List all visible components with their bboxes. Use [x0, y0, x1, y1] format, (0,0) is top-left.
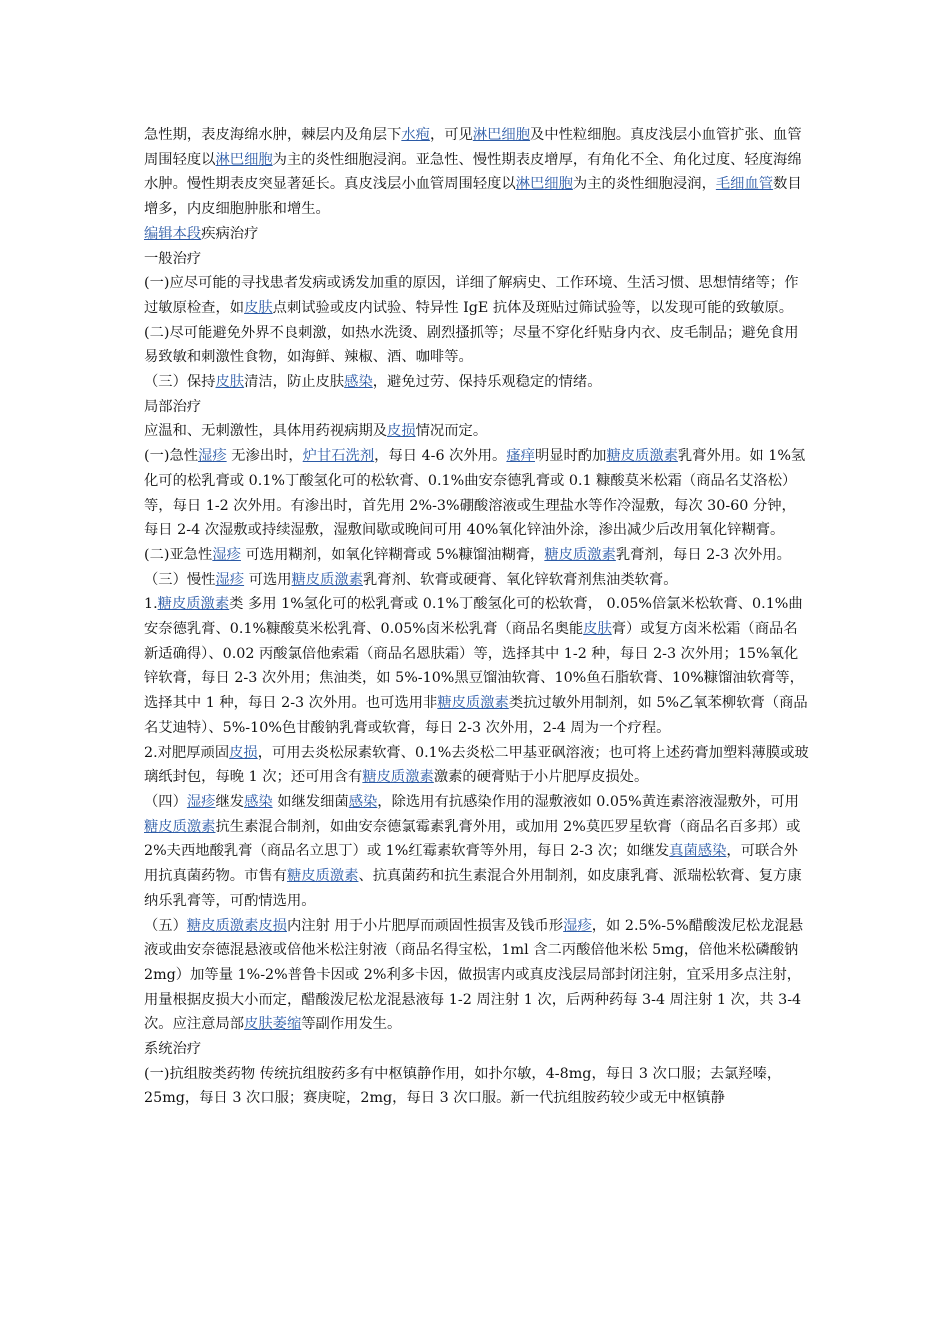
term-link[interactable]: 糖皮质激素 — [144, 818, 216, 835]
term-link[interactable]: 皮肤 — [244, 299, 273, 316]
paragraph-text: ，避免过劳、保持乐观稳定的情绪。 — [372, 374, 602, 391]
paragraph-text: 局部治疗 — [144, 398, 202, 415]
paragraph-text: （三）保持 — [144, 374, 216, 391]
term-link[interactable]: 湿疹 — [215, 571, 245, 588]
paragraph-text: 乳膏外用。如 1%氢化可的松乳膏或 0.1%丁酸氢化可的松软膏、0.1%曲安奈德乳膏或 0.1 糠酸莫米松霜（商品名艾洛松）等，每日 1-2 次外用。有渗出时，首先用 2%-3%硼酸溶液或生理盐水等作冷湿敷，每次 30-60 分钟，每日 2-4 次湿敷或持续湿敷，湿敷间歇或晚间可用 40%氧化锌油外涂，渗出减少后改用氧化锌糊膏。 — [144, 448, 806, 539]
paragraph — [144, 444, 809, 543]
paragraph — [144, 370, 809, 395]
paragraph-text: ，如 2.5%-5%醋酸泼尼松龙混悬液或曲安奈德混悬液或倍他米松注射液（商品名得宝松，1ml 含二丙酸倍他米松 5mg，倍他米松磷酸钠 2mg）加等量 1%-2%普鲁卡因或 2%利多卡因，做损害内或真皮浅层局部封闭注射，宜采用多点注射，用量根据皮损大小而定，醋酸泼尼松龙混悬液每 1-2 周注射 1 次，后两种药每 3-4 周注射 1 次，共 3-4 次。应注意局部 — [144, 917, 804, 1033]
paragraph — [144, 271, 809, 320]
paragraph-text: （四） — [144, 793, 187, 810]
term-link[interactable]: 水疱 — [401, 127, 430, 143]
paragraph-text: 2.对肥厚顽固 — [144, 744, 230, 761]
paragraph-text: 激素的硬膏贴于小片肥厚皮损处。 — [433, 769, 649, 786]
paragraph-text: 及中性粒细胞。真皮浅层小血管扩张、血管周围轻度以 — [144, 127, 802, 168]
paragraph-text: 为主的炎性细胞浸润， — [572, 176, 716, 193]
paragraph — [144, 395, 809, 420]
paragraph-text: 抗生素混合制剂，如曲安奈德氯霉素乳膏外用，或加用 2%莫匹罗星软膏（商品名百多邦）或 2%夫西地酸乳膏（商品名立思丁）或 1%红霉素软膏等外用，每日 2-3 次；如继发 — [144, 818, 801, 860]
term-link[interactable]: 皮肤萎缩 — [244, 1016, 302, 1033]
paragraph-text: (一)应尽可能的寻找患者发病或诱发加重的原因，详细了解病史、工作环境、生活习惯、思想情绪等；作过敏原检查，如 — [144, 275, 799, 316]
paragraph-text: 如继发细菌 — [272, 793, 349, 810]
term-link[interactable]: 瘙痒 — [506, 448, 535, 465]
paragraph-text: 明显时酌加 — [534, 448, 607, 465]
paragraph — [144, 741, 809, 790]
term-link[interactable]: 淋巴细胞 — [472, 127, 531, 143]
paragraph-text: （五） — [144, 917, 187, 934]
term-link[interactable]: 皮肤 — [215, 374, 245, 391]
paragraph-text: 数目增多，内皮细胞肿胀和增生。 — [144, 176, 802, 218]
paragraph-text: 应温和、无刺激性，具体用药视病期及 — [144, 423, 388, 440]
term-link[interactable]: 糖皮质激素 — [544, 546, 616, 563]
term-link[interactable]: 毛细血管 — [715, 176, 774, 193]
paragraph-text: 可选用糊剂，如氧化锌糊膏或 5%糠馏油糊膏， — [240, 546, 545, 563]
paragraph-text: 清洁，防止皮肤 — [244, 374, 345, 391]
term-link[interactable]: 淋巴细胞 — [515, 176, 573, 193]
term-link[interactable]: 糖皮质激素 — [606, 448, 678, 465]
paragraph — [144, 247, 809, 272]
paragraph-text: 、抗真菌药和抗生素混合外用制剂，如皮康乳膏、派瑞松软膏、复方康纳乐乳膏等，可酌情选用。 — [144, 868, 802, 909]
paragraph — [144, 222, 809, 247]
paragraph-text: 内注射 用于小片肥厚而顽固性损害及钱币形 — [286, 917, 564, 934]
paragraph-text: 点刺试验或皮内试验、特异性 IgE 抗体及斑贴过筛试验等，以发现可能的致敏原。 — [272, 299, 794, 316]
paragraph-text: ，可联合外用抗真菌药物。市售有 — [144, 843, 798, 885]
term-link[interactable]: 糖皮质激素皮损 — [186, 917, 287, 934]
paragraph-text: 无渗出时， — [226, 448, 303, 465]
paragraph-text: (一)急性 — [144, 448, 199, 465]
paragraph-text: 等副作用发生。 — [301, 1016, 402, 1033]
term-link[interactable]: 感染 — [344, 374, 373, 391]
paragraph-text: 一般治疗 — [144, 250, 202, 267]
term-link[interactable]: 糖皮质激素 — [157, 596, 230, 613]
paragraph-text: ，可见 — [429, 127, 473, 143]
term-link[interactable]: 感染 — [244, 793, 273, 810]
paragraph-text: 疾病治疗 — [201, 225, 259, 242]
term-link[interactable]: 皮肤 — [583, 621, 612, 638]
term-link[interactable]: 湿疹 — [212, 546, 241, 563]
term-link[interactable]: 湿疹 — [563, 917, 592, 934]
term-link[interactable]: 感染 — [348, 793, 378, 810]
paragraph — [144, 592, 809, 740]
paragraph-text: 膏）或复方卤米松霜（商品名新适确得）、0.02 丙酸氯倍他索霜（商品名恩肤霜）等，选择其中 1-2 种，每日 2-3 次外用；15%氧化锌软膏，每日 2-3 次外用；焦油类，如 5%-10%黑豆馏油软膏、10%鱼石脂软膏、10%糠馏油软膏等，选择其中 1 种，每日 2-3 次外用。也可选用非 — [144, 621, 804, 712]
term-link[interactable]: 糖皮质激素 — [291, 571, 363, 588]
paragraph-text: 乳膏剂、软膏或硬膏、氧化锌软膏剂焦油类软膏。 — [363, 571, 678, 588]
paragraph — [144, 321, 809, 370]
paragraph — [144, 123, 809, 222]
term-link[interactable]: 湿疹 — [186, 793, 216, 810]
paragraph-text: ，可用去炎松尿素软膏、0.1%去炎松二甲基亚砜溶液；也可将上述药膏加塑料薄膜或玻璃纸封包，每晚 1 次；还可用含有 — [144, 744, 809, 786]
paragraph-text: (二)亚急性 — [144, 546, 213, 563]
term-link[interactable]: 湿疹 — [198, 448, 227, 465]
paragraph-text: 乳膏剂，每日 2-3 次外用。 — [615, 546, 791, 563]
paragraph-text: 急性期，表皮海绵水肿，棘层内及角层下 — [144, 127, 402, 143]
term-link[interactable]: 炉甘石洗剂 — [302, 448, 375, 465]
paragraph — [144, 543, 809, 568]
document-body — [144, 123, 809, 1111]
term-link[interactable]: 糖皮质激素 — [362, 769, 434, 786]
term-link[interactable]: 糖皮质激素 — [437, 695, 509, 712]
term-link[interactable]: 糖皮质激素 — [286, 868, 359, 885]
paragraph-text: 1. — [144, 596, 158, 613]
paragraph — [144, 1062, 809, 1111]
paragraph — [144, 914, 809, 1038]
paragraph-text: 系统治疗 — [144, 1041, 202, 1058]
paragraph-text: 情况而定。 — [415, 423, 488, 440]
paragraph-text: ，每日 4-6 次外用。 — [374, 448, 507, 465]
paragraph-text: 类 多用 1%氢化可的松乳膏或 0.1%丁酸氢化可的松软膏， 0.05%倍氯米松软膏、0.1%曲安奈德乳膏、0.1%糠酸莫米松乳膏、0.05%卤米松乳膏（商品名奥能 — [144, 596, 803, 638]
term-link[interactable]: 皮损 — [229, 744, 258, 761]
paragraph-text: (一)抗组胺类药物 传统抗组胺药多有中枢镇静作用，如扑尔敏，4-8mg，每日 3 次口服；去氯羟嗪，25mg，每日 3 次口服；赛庚啶，2mg，每日 3 次口服。新一代抗组胺药较少或无中枢镇静 — [144, 1065, 782, 1107]
paragraph-text: (二)尽可能避免外界不良刺激，如热水洗烫、剧烈搔抓等；尽量不穿化纤贴身内衣、皮毛制品；避免食用易致敏和刺激性食物，如海鲜、辣椒、酒、咖啡等。 — [144, 324, 799, 366]
paragraph — [144, 568, 809, 593]
paragraph — [144, 1037, 809, 1062]
paragraph-text: 继发 — [215, 793, 245, 810]
term-link[interactable]: 真菌感染 — [669, 843, 727, 860]
paragraph-text: 为主的炎性细胞浸润。亚急性、慢性期表皮增厚，有角化不全、角化过度、轻度海绵水肿。慢性期表皮突显著延长。真皮浅层小血管周围轻度以 — [144, 151, 802, 193]
term-link[interactable]: 皮损 — [387, 423, 416, 440]
paragraph-text: 类抗过敏外用制剂，如 5%乙氧苯柳软膏（商品名艾迪特）、5%-10%色甘酸钠乳膏或软膏，每日 2-3 次外用，2-4 周为一个疗程。 — [144, 695, 808, 736]
paragraph — [144, 790, 809, 914]
term-link[interactable]: 编辑本段 — [144, 225, 202, 242]
paragraph-text: 可选用 — [244, 571, 292, 588]
paragraph-text: （三）慢性 — [144, 571, 216, 588]
paragraph-text: ，除选用有抗感染作用的湿敷液如 0.05%黄连素溶液湿敷外，可用 — [377, 793, 799, 810]
paragraph — [144, 419, 809, 444]
term-link[interactable]: 淋巴细胞 — [215, 151, 273, 168]
